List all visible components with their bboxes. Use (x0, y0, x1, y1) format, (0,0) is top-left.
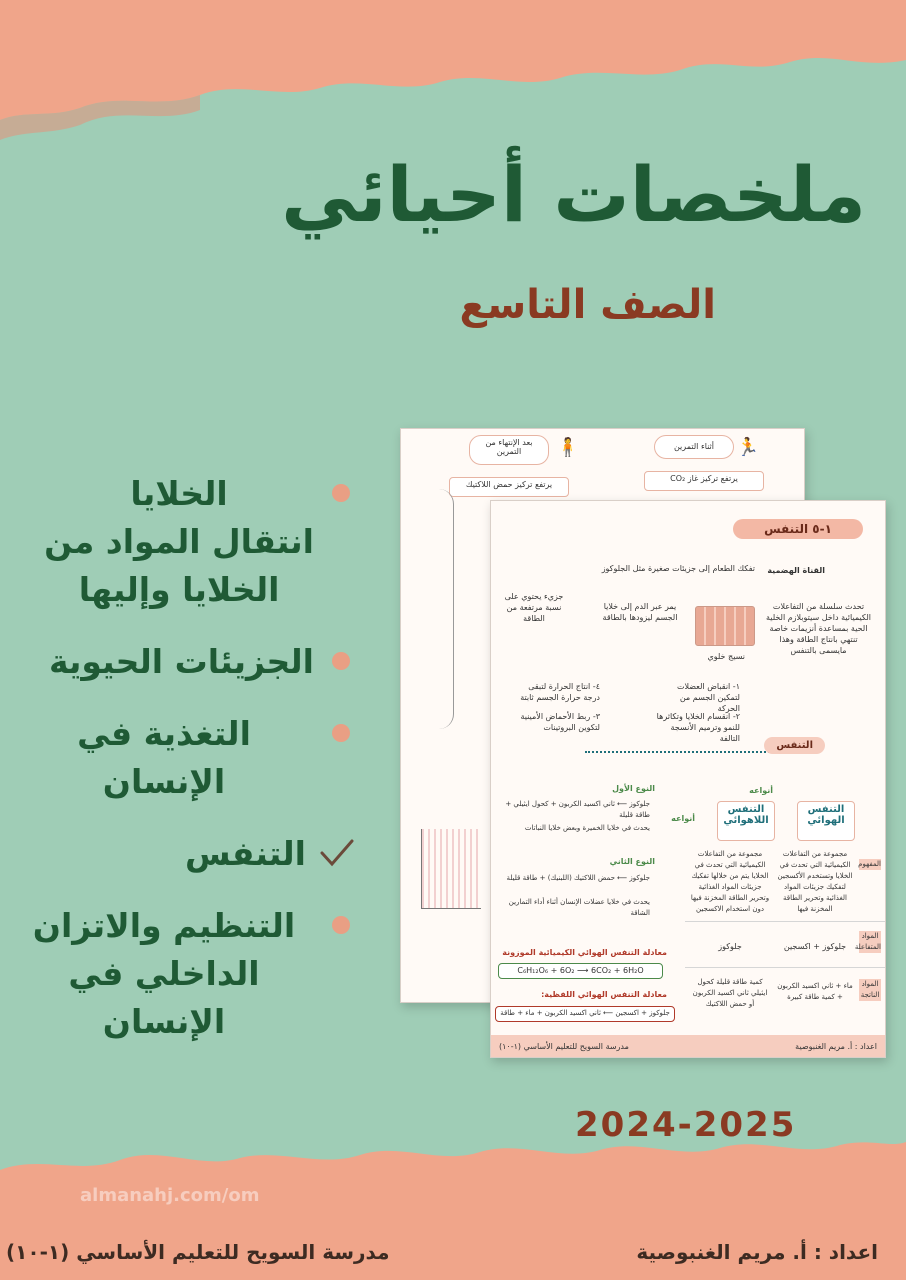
type-1-label: النوع الأول (612, 784, 655, 793)
chem-eq: C₆H₁₂O₆ + 6O₂ ⟶ 6CO₂ + 6H₂O (498, 963, 663, 979)
resting-person-icon: 🧍 (556, 437, 579, 458)
after-exercise-header: بعد الإنتهاء من التمرين (469, 435, 549, 465)
glucose-note: جزيء يحتوي على نسبة مرتفعة من الطاقة (504, 592, 564, 623)
respiration-pill: التنفس (764, 737, 825, 754)
bullet-dot-icon (328, 650, 354, 672)
blood-note: يمر عبر الدم إلى خلايا الجسم ليزودها بالطاقة (602, 602, 678, 622)
front-footer-author: اعداد : أ. مريم الغنبوصية (795, 1042, 877, 1051)
academic-year: 2024-2025 (575, 1105, 797, 1145)
aerobic-concept: مجموعة من التفاعلات الكيميائية التي تحدث في الخلايا وتستخدم الأكسجين لتفكيك جزيئات المواد الغذائية وتحرير الطاقة المخزنة فيها (777, 850, 853, 913)
types-label-left: أنواعه (671, 814, 695, 823)
topic-item (14, 638, 354, 686)
topic-text: التنفس (184, 834, 306, 873)
breakdown-text: تفكك الطعام إلى جزيئات صغيرة مثل الجلوكوز (601, 564, 755, 573)
aerobic-products: ماء + ثاني اكسيد الكربون + كمية طاقة كبيرة (777, 982, 853, 1001)
author-credit: اعداد : أ. مريم الغنبوصية (636, 1240, 878, 1264)
digestive-label: القناة الهضمية (767, 566, 825, 575)
row-concept-label: المفهوم (858, 860, 881, 868)
use-1: ١- انقباض العضلات لتمكين الجسم من الحركة (676, 682, 740, 713)
cover-title: ملخصات أحيائي (281, 150, 866, 239)
topic-line: التنظيم والاتزان (32, 906, 296, 945)
row-products-label: المواد الناتجة (860, 980, 880, 999)
during-exercise-header: أثناء التمرين (654, 435, 734, 459)
type-2-label: النوع الثاني (609, 857, 655, 866)
watermark-text: almanahj.com/om (80, 1185, 260, 1206)
checkmark-icon (320, 842, 354, 864)
topic-item (14, 830, 354, 878)
type-1-equation: جلوكوز ⟵ ثاني اكسيد الكربون + كحول ايثيلي + طاقة قليلة (505, 800, 650, 819)
use-4: ٤- انتاج الحرارة لتبقى درجة حرارة الجسم ثابتة (520, 682, 600, 702)
use-2: ٢- انقسام الخلايا وتكاثرها للنمو وترميم الأنسجة التالفة (656, 712, 740, 743)
topic-line: الخلايا (130, 474, 228, 513)
word-eq-title: معادلة التنفس الهوائي اللفظية: (541, 990, 667, 999)
school-name: مدرسة السويح للتعليم الأساسي (١-١٠) (6, 1240, 390, 1264)
anaerobic-box: التنفس اللاهوائي (717, 801, 775, 841)
lactic-rise-box: يرتفع تركيز حمض اللاكتيك (449, 477, 569, 497)
table-divider (685, 967, 885, 968)
topic-line: انتقال المواد من (44, 522, 314, 561)
topic-line: الخلايا وإليها (78, 570, 280, 609)
co2-rise-box: يرتفع تركيز غاز CO₂ (644, 471, 764, 491)
anaerobic-reactants: جلوكوز (718, 942, 742, 951)
preview-page-front (490, 500, 886, 1058)
chem-eq-title: معادلة التنفس الهوائي الكيميائية الموزونة (502, 948, 667, 957)
front-footer-school: مدرسة السويح للتعليم الأساسي (١-١٠) (499, 1042, 629, 1051)
word-eq: جلوكوز + اكسجين ⟵ ثاني اكسيد الكربون + ماء + طاقة (495, 1006, 675, 1022)
topic-line: الداخلي في الإنسان (68, 954, 260, 1041)
back-mini-chart (421, 829, 481, 909)
definition-text: تحدث سلسلة من التفاعلات الكيميائية داخل سيتوبلازم الخلية الحية بمساعدة أنزيمات خاصة تنتهي بانتاج الطاقة وهذا مايسمى بالتنفس (766, 602, 871, 655)
type-1-where: يحدث في خلايا الخميرة وبعض خلايا النباتات (524, 824, 650, 832)
type-2-where: يحدث في خلايا عضلات الإنسان أثناء أداء التمارين الشاقة (508, 898, 650, 917)
table-divider (685, 921, 885, 922)
use-3: ٣- ربط الأحماض الأمينية لتكوين البروتينات (520, 712, 600, 732)
bullet-dot-icon (328, 722, 354, 744)
topic-text (44, 470, 314, 614)
types-label-right: أنواعه (749, 786, 773, 795)
anaerobic-concept: مجموعة من التفاعلات الكيميائية التي تحدث في الخلايا يتم من خلالها تفكيك جزيئات المواد الغذائية وتحرير الطاقة المخزنة فيها دون استخدام الاكسجين (690, 850, 770, 913)
topic-text: التغذية في الإنسان (77, 714, 251, 801)
topic-text: الجزيئات الحيوية (49, 642, 314, 681)
topic-item (14, 470, 354, 614)
cell-tissue-icon (695, 606, 755, 646)
type-2-equation: جلوكوز ⟵ حمض اللاكتيك (اللبنيك) + طاقة قليلة (506, 874, 650, 882)
topic-item (14, 710, 354, 806)
aerobic-reactants: جلوكوز + اكسجين (783, 942, 847, 951)
topic-text (14, 902, 314, 1046)
topic-item (14, 902, 354, 1046)
back-branch-lines (424, 489, 454, 729)
bullet-dot-icon (328, 914, 354, 936)
running-person-icon: 🏃 (736, 437, 759, 458)
aerobic-box: التنفس الهوائي (797, 801, 855, 841)
row-reactants-label: المواد المتفاعلة (854, 932, 881, 951)
section-title-pill: ١-٥ التنفس (733, 519, 863, 539)
top-torn-paper-band (0, 0, 906, 160)
anaerobic-products: كمية طاقة قليلة كحول ايثيلي ثاني اكسيد الكربون أو حمض اللاكتيك (692, 978, 768, 1008)
bullet-dot-icon (328, 482, 354, 504)
tissue-label: نسيج خلوي (707, 652, 745, 661)
topics-list (14, 470, 354, 1070)
grade-label: الصف التاسع (459, 282, 716, 328)
